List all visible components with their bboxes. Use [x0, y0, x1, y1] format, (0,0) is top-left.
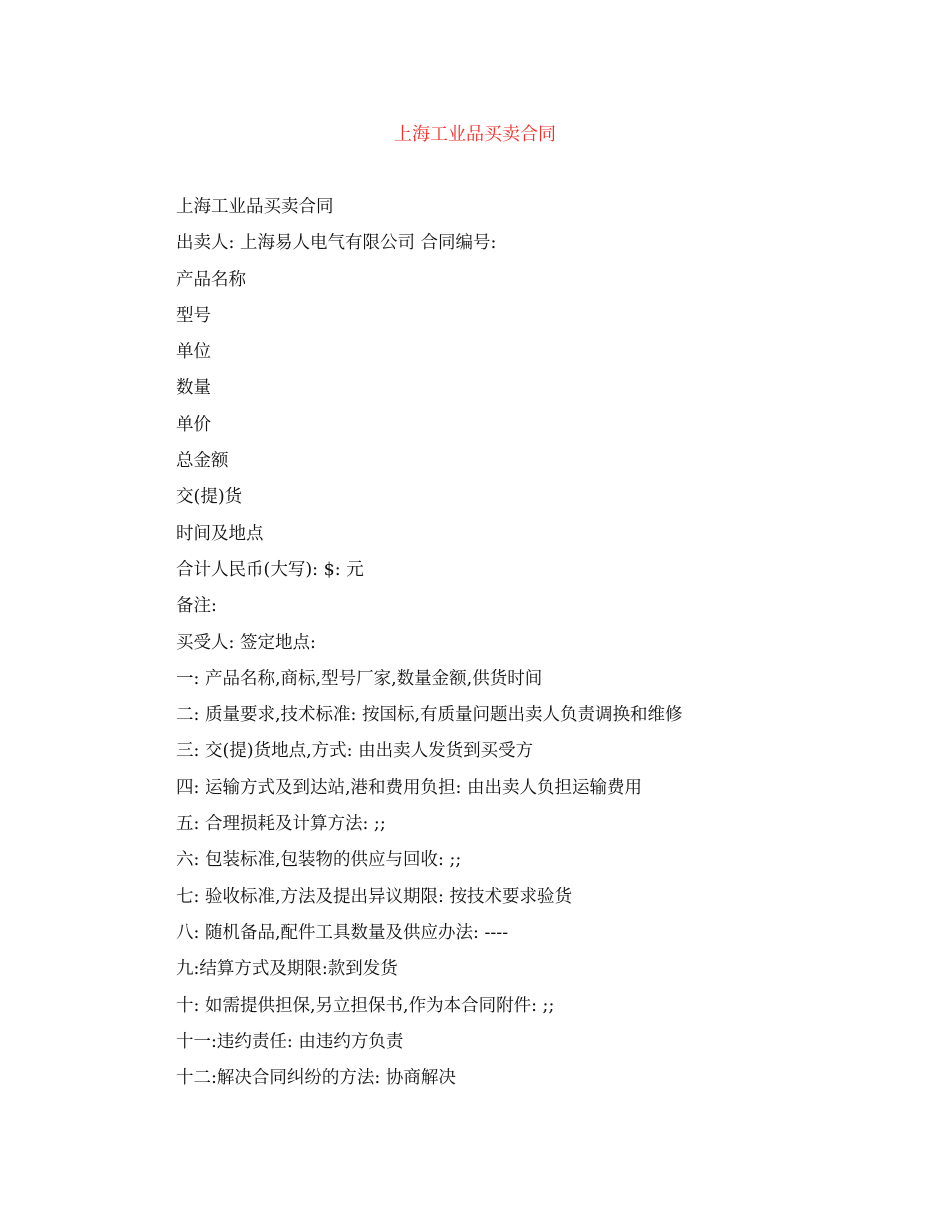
body-line: 上海工业品买卖合同: [176, 197, 334, 217]
body-line: 时间及地点: [176, 523, 264, 544]
body-line: 六: 包装标准,包装物的供应与回收: ;;: [176, 850, 462, 871]
body-line: 三: 交(提)货地点,方式: 由出卖人发货到买受方: [176, 741, 534, 762]
body-line: 交(提)货: [176, 487, 243, 508]
body-line: 十一:违约责任: 由违约方负责: [176, 1031, 404, 1052]
body-line: 一: 产品名称,商标,型号厂家,数量金额,供货时间: [176, 668, 543, 689]
body-line: 出卖人: 上海易人电气有限公司 合同编号:: [176, 233, 497, 254]
body-line: 五: 合理损耗及计算方法: ;;: [176, 814, 386, 835]
body-line: 七: 验收标准,方法及提出异议期限: 按技术要求验货: [176, 886, 572, 907]
body-line: 总金额: [176, 451, 229, 472]
body-line: 备注:: [176, 596, 217, 617]
body-line: 产品名称: [176, 269, 246, 290]
body-line: 十: 如需提供担保,另立担保书,作为本合同附件: ;;: [176, 995, 555, 1016]
body-line: 合计人民币(大写): $: 元: [176, 559, 364, 580]
body-line: 买受人: 签定地点:: [176, 632, 316, 653]
page-title: 上海工业品买卖合同: [394, 124, 556, 145]
body-line: 单价: [176, 414, 211, 435]
body-line: 数量: [176, 378, 211, 399]
body-line: 型号: [176, 305, 211, 326]
body-line: 四: 运输方式及到达站,港和费用负担: 由出卖人负担运输费用: [176, 777, 642, 798]
document-body: [176, 194, 876, 1101]
body-line: 九:结算方式及期限:款到发货: [176, 959, 398, 980]
body-line: 二: 质量要求,技术标准: 按国标,有质量问题出卖人负责调换和维修: [176, 705, 683, 726]
body-line: 单位: [176, 342, 211, 363]
body-line: 十二:解决合同纠纷的方法: 协商解决: [176, 1068, 456, 1089]
body-line: 八: 随机备品,配件工具数量及供应办法: ----: [176, 922, 509, 943]
